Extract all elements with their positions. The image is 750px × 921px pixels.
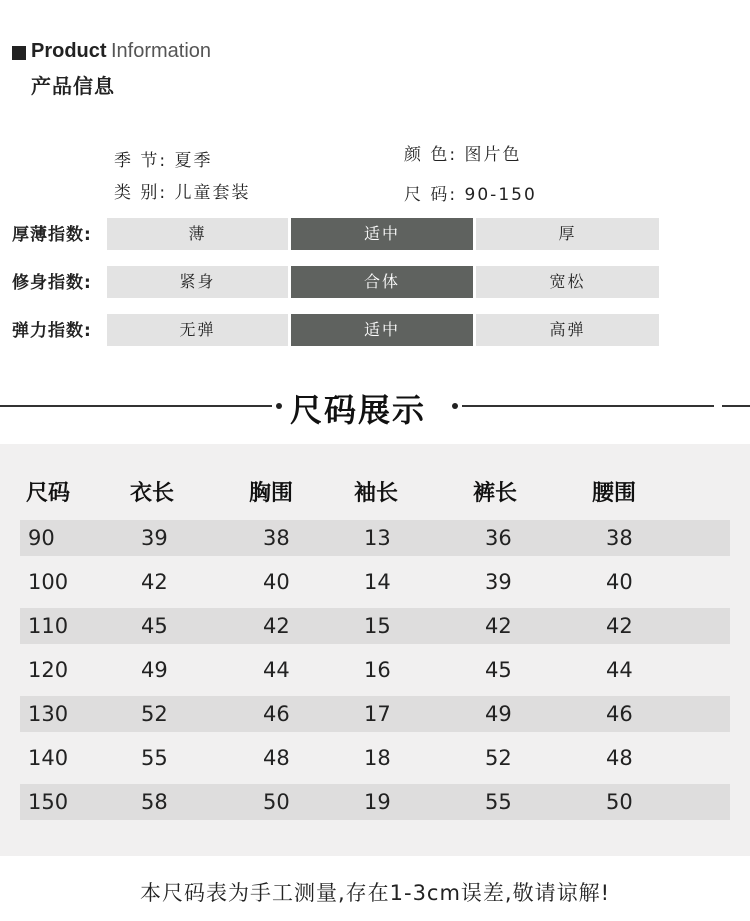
cell-chest: 48 <box>263 746 290 770</box>
cell-sleeve: 19 <box>364 790 391 814</box>
cell-sleeve: 14 <box>364 570 391 594</box>
cell-pants-length: 36 <box>485 526 512 550</box>
cell-waist: 50 <box>606 790 633 814</box>
fit-option-loose: 宽松 <box>476 266 659 298</box>
cell-chest: 42 <box>263 614 290 638</box>
header-subtitle: 产品信息 <box>31 74 115 98</box>
attr-season-label: 季 节: <box>114 151 168 171</box>
elasticity-index-label: 弹力指数: <box>12 321 92 341</box>
table-row <box>20 652 730 688</box>
table-row <box>20 784 730 820</box>
attr-category-value: 儿童套装 <box>174 183 251 203</box>
cell-length: 49 <box>141 658 168 682</box>
fit-option-regular: 合体 <box>291 266 473 298</box>
table-row <box>20 520 730 556</box>
header-title-bold: Product <box>31 40 107 62</box>
footer-note: 本尺码表为手工测量,存在1-3cm误差,敬请谅解! <box>139 881 611 905</box>
thickness-index-label: 厚薄指数: <box>12 225 92 245</box>
cell-length: 55 <box>141 746 168 770</box>
cell-chest: 44 <box>263 658 290 682</box>
cell-sleeve: 15 <box>364 614 391 638</box>
cell-length: 42 <box>141 570 168 594</box>
header-square-icon <box>12 46 26 60</box>
table-row <box>20 564 730 600</box>
section-rule-left <box>0 405 272 407</box>
cell-sleeve: 13 <box>364 526 391 550</box>
cell-sleeve: 18 <box>364 746 391 770</box>
section-title: 尺码展示 <box>290 391 427 429</box>
cell-chest: 38 <box>263 526 290 550</box>
cell-waist: 38 <box>606 526 633 550</box>
table-row <box>20 608 730 644</box>
cell-waist: 44 <box>606 658 633 682</box>
elasticity-option-high: 高弹 <box>476 314 659 346</box>
attr-color <box>404 140 522 165</box>
cell-waist: 40 <box>606 570 633 594</box>
attr-season-value: 夏季 <box>174 151 213 171</box>
cell-waist: 42 <box>606 614 633 638</box>
cell-size: 100 <box>28 570 69 594</box>
cell-pants-length: 45 <box>485 658 512 682</box>
attr-color-label: 颜 色: <box>404 145 458 165</box>
section-dot-left <box>276 403 282 409</box>
thickness-option-thin: 薄 <box>107 218 288 250</box>
cell-length: 52 <box>141 702 168 726</box>
elasticity-option-medium: 适中 <box>291 314 473 346</box>
cell-length: 45 <box>141 614 168 638</box>
cell-length: 39 <box>141 526 168 550</box>
section-dot-right <box>452 403 458 409</box>
table-header-length: 衣长 <box>130 481 175 506</box>
fit-option-tight: 紧身 <box>107 266 288 298</box>
cell-size: 130 <box>28 702 69 726</box>
cell-pants-length: 55 <box>485 790 512 814</box>
cell-size: 90 <box>28 526 55 550</box>
cell-size: 150 <box>28 790 69 814</box>
thickness-option-thick: 厚 <box>476 218 659 250</box>
attr-size-value: 90-150 <box>464 185 537 205</box>
cell-sleeve: 17 <box>364 702 391 726</box>
header-title-light: Information <box>111 40 212 62</box>
thickness-option-medium: 适中 <box>291 218 473 250</box>
cell-size: 120 <box>28 658 69 682</box>
section-rule-right-end <box>722 405 750 407</box>
attr-color-value: 图片色 <box>464 145 522 165</box>
cell-chest: 50 <box>263 790 290 814</box>
cell-waist: 48 <box>606 746 633 770</box>
attr-size-label: 尺 码: <box>404 185 458 205</box>
attr-size <box>404 180 537 205</box>
table-row <box>20 696 730 732</box>
cell-length: 58 <box>141 790 168 814</box>
cell-sleeve: 16 <box>364 658 391 682</box>
table-row <box>20 740 730 776</box>
cell-pants-length: 42 <box>485 614 512 638</box>
attr-category-label: 类 别: <box>114 183 168 203</box>
cell-chest: 40 <box>263 570 290 594</box>
cell-chest: 46 <box>263 702 290 726</box>
table-header-pants-length: 裤长 <box>473 481 518 506</box>
table-header-chest: 胸围 <box>249 481 294 506</box>
cell-pants-length: 52 <box>485 746 512 770</box>
cell-size: 140 <box>28 746 69 770</box>
elasticity-option-none: 无弹 <box>107 314 288 346</box>
attr-season <box>114 146 213 171</box>
fit-index-label: 修身指数: <box>12 273 92 293</box>
section-rule-right <box>462 405 714 407</box>
table-header-size: 尺码 <box>26 481 71 506</box>
cell-pants-length: 49 <box>485 702 512 726</box>
attr-category <box>114 178 251 203</box>
table-header-sleeve: 袖长 <box>354 481 399 506</box>
cell-waist: 46 <box>606 702 633 726</box>
table-header-waist: 腰围 <box>592 481 637 506</box>
cell-pants-length: 39 <box>485 570 512 594</box>
cell-size: 110 <box>28 614 69 638</box>
